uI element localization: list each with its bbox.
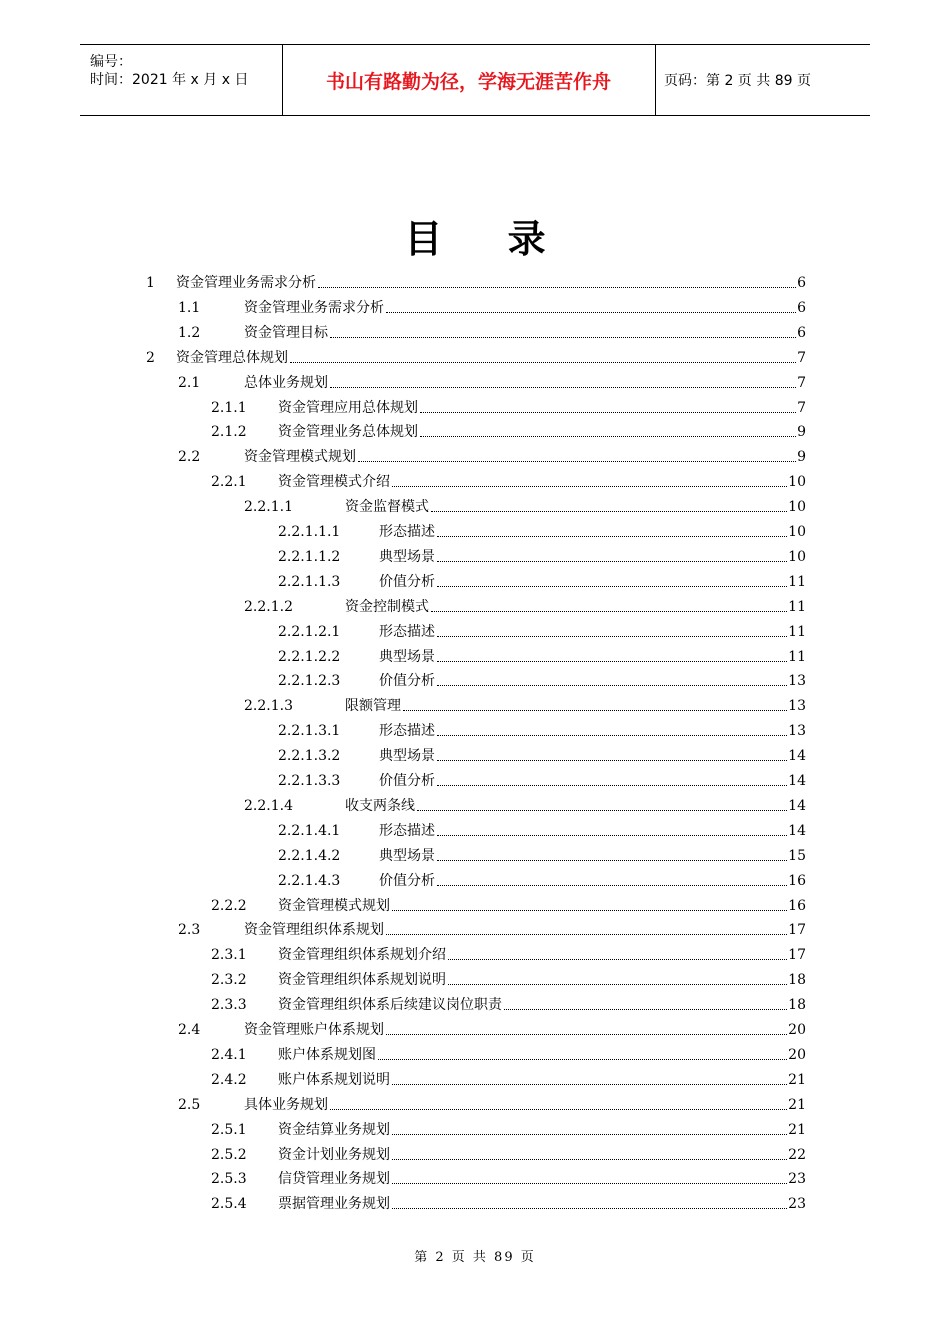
toc-entry[interactable] — [0, 620, 806, 644]
toc-entry-label: 资金管理模式介绍 — [278, 470, 391, 494]
toc-entry-label: 信贷管理业务规划 — [278, 1167, 391, 1191]
toc-entry[interactable] — [0, 669, 806, 693]
toc-dot-leader — [318, 271, 796, 288]
toc-dot-leader — [448, 968, 787, 985]
toc-entry-page: 18 — [788, 968, 806, 992]
toc-entry-number: 2.3.1 — [211, 947, 247, 964]
toc-entry-number: 2.2.1.2.2 — [278, 648, 341, 665]
toc-entry-line — [345, 595, 806, 619]
toc-entry-page: 11 — [788, 645, 806, 669]
toc-entry-line — [278, 1192, 806, 1216]
toc-entry-page: 14 — [788, 769, 806, 793]
toc-entry[interactable] — [0, 495, 806, 519]
toc-entry-page: 10 — [788, 545, 806, 569]
toc-entry-label: 票据管理业务规划 — [278, 1192, 391, 1216]
toc-entry-number: 2.2.1.1.2 — [278, 548, 341, 565]
toc-entry-label: 典型场景 — [379, 744, 436, 768]
toc-entry[interactable] — [0, 844, 806, 868]
document-number-label: 编号： — [90, 54, 132, 70]
toc-entry-page: 23 — [788, 1192, 806, 1216]
toc-dot-leader — [437, 545, 787, 562]
toc-dot-leader — [392, 1143, 787, 1160]
toc-entry-number: 2.3 — [178, 922, 201, 939]
toc-entry-page: 16 — [788, 894, 806, 918]
toc-entry-number: 2.1 — [178, 374, 201, 391]
toc-entry-label: 资金管理模式规划 — [244, 445, 357, 469]
toc-entry-label: 资金管理业务需求分析 — [244, 296, 385, 320]
toc-entry[interactable] — [0, 1018, 806, 1042]
toc-entry-label: 资金管理总体规划 — [176, 346, 289, 370]
toc-entry[interactable] — [0, 1118, 806, 1142]
toc-entry-line — [345, 495, 806, 519]
toc-entry-page: 10 — [788, 520, 806, 544]
toc-entry-label: 资金管理目标 — [244, 321, 329, 345]
toc-entry[interactable] — [0, 520, 806, 544]
toc-entry-line — [278, 1068, 806, 1092]
page-title: 目 录 — [404, 217, 572, 261]
toc-entry-number: 2.4 — [178, 1022, 201, 1038]
toc-entry-label: 资金管理组织体系后续建议岗位职责 — [278, 993, 503, 1017]
toc-entry[interactable] — [0, 794, 806, 818]
toc-entry-number: 2.1.1 — [211, 399, 247, 416]
header-motto: 书山有路勤为径，学海无涯苦作舟 — [282, 45, 656, 115]
toc-entry-label: 形态描述 — [379, 520, 436, 544]
toc-entry-label: 资金管理组织体系规划介绍 — [278, 943, 447, 967]
toc-entry-line — [278, 1118, 806, 1142]
toc-entry-line — [379, 570, 806, 594]
toc-entry-number: 2.2.1.3.2 — [278, 748, 341, 765]
toc-entry-page: 7 — [797, 396, 806, 420]
toc-entry-label: 资金控制模式 — [345, 595, 430, 619]
toc-entry-page: 20 — [788, 1043, 806, 1067]
toc-entry-page: 22 — [788, 1143, 806, 1167]
toc-entry-line — [379, 645, 806, 669]
toc-dot-leader — [437, 620, 787, 637]
toc-entry-label: 典型场景 — [379, 844, 436, 868]
toc-entry-label: 典型场景 — [379, 545, 436, 569]
toc-dot-leader — [420, 396, 796, 413]
toc-entry-line — [379, 669, 806, 693]
toc-entry-line — [278, 420, 806, 444]
toc-entry-page: 23 — [788, 1167, 806, 1191]
toc-entry-line — [278, 993, 806, 1017]
toc-entry-page: 7 — [797, 371, 806, 395]
toc-entry[interactable] — [0, 769, 806, 793]
toc-dot-leader — [386, 296, 796, 313]
toc-entry-line — [278, 470, 806, 494]
toc-entry-label: 资金管理业务需求分析 — [176, 271, 317, 295]
page-footer: 第 2 页 共 89 页 — [414, 1250, 536, 1265]
toc-dot-leader — [431, 495, 787, 512]
toc-entry-page: 11 — [788, 570, 806, 594]
toc-entry[interactable] — [0, 396, 806, 420]
toc-entry-label: 资金管理应用总体规划 — [278, 396, 419, 420]
toc-entry-line — [379, 545, 806, 569]
toc-dot-leader — [330, 321, 796, 338]
toc-dot-leader — [437, 819, 787, 836]
toc-entry-line — [244, 321, 806, 345]
toc-entry-number: 2 — [146, 349, 155, 366]
toc-entry-page: 10 — [788, 495, 806, 519]
toc-entry-number: 2.5.1 — [211, 1121, 247, 1138]
toc-dot-leader — [392, 1192, 787, 1209]
toc-entry-line — [379, 869, 806, 893]
toc-entry-page: 6 — [797, 321, 806, 345]
toc-entry[interactable] — [0, 1167, 806, 1191]
toc-entry-page: 20 — [788, 1018, 806, 1042]
toc-dot-leader — [330, 1093, 787, 1110]
toc-entry-line — [278, 396, 806, 420]
toc-entry-line — [379, 744, 806, 768]
toc-entry-label: 收支两条线 — [345, 794, 416, 818]
toc-dot-leader — [358, 445, 796, 462]
toc-entry-label: 资金管理业务总体规划 — [278, 420, 419, 444]
toc-entry-label: 形态描述 — [379, 719, 436, 743]
toc-entry-page: 21 — [788, 1118, 806, 1142]
toc-entry-line — [379, 844, 806, 868]
header-meta — [80, 45, 283, 115]
toc-entry-number: 2.2.1.1.3 — [278, 573, 341, 590]
toc-entry-page: 14 — [788, 744, 806, 768]
toc-entry-number: 2.3.3 — [211, 997, 247, 1014]
toc-entry-line — [278, 943, 806, 967]
toc-entry-line — [379, 769, 806, 793]
toc-entry[interactable] — [0, 545, 806, 569]
toc-entry[interactable] — [0, 1043, 806, 1067]
toc-entry-line — [379, 620, 806, 644]
toc-entry-page: 6 — [797, 296, 806, 320]
toc-dot-leader — [386, 1018, 787, 1035]
toc-entry-page: 13 — [788, 669, 806, 693]
toc-entry-page: 14 — [788, 794, 806, 818]
toc-entry[interactable] — [0, 470, 806, 494]
toc-entry-line — [278, 1143, 806, 1167]
toc-dot-leader — [386, 918, 787, 935]
toc-entry-page: 13 — [788, 719, 806, 743]
toc-entry-line — [278, 1043, 806, 1067]
toc-entry[interactable] — [0, 744, 806, 768]
toc-entry[interactable] — [0, 1093, 806, 1117]
toc-entry-label: 形态描述 — [379, 819, 436, 843]
toc-entry-page: 6 — [797, 271, 806, 295]
toc-dot-leader — [437, 669, 787, 686]
toc-entry-number: 2.5 — [178, 1096, 201, 1113]
toc-entry-line — [379, 719, 806, 743]
toc-entry-number: 2.5.2 — [211, 1146, 247, 1163]
toc-entry-label: 价值分析 — [379, 669, 436, 693]
toc-entry-line — [379, 819, 806, 843]
toc-entry-label: 资金结算业务规划 — [278, 1118, 391, 1142]
toc-entry-number: 2.3.2 — [211, 972, 247, 989]
toc-dot-leader — [392, 894, 787, 911]
toc-entry[interactable] — [0, 1068, 806, 1092]
toc-dot-leader — [437, 570, 787, 587]
toc-entry[interactable] — [0, 894, 806, 918]
toc-entry-label: 资金管理组织体系规划 — [244, 918, 385, 942]
toc-entry-line — [176, 346, 806, 370]
toc-entry-line — [278, 968, 806, 992]
toc-entry-number: 2.2.1.3 — [244, 698, 293, 715]
toc-dot-leader — [437, 869, 787, 886]
toc-entry-page: 9 — [797, 445, 806, 469]
toc-dot-leader — [420, 420, 796, 437]
toc-entry[interactable] — [0, 570, 806, 594]
page-header — [80, 44, 870, 116]
toc-entry-label: 具体业务规划 — [244, 1093, 329, 1117]
toc-dot-leader — [330, 371, 796, 388]
toc-entry-label: 资金计划业务规划 — [278, 1143, 391, 1167]
toc-entry-line — [176, 271, 806, 295]
toc-entry-number: 2.4.1 — [211, 1046, 247, 1063]
toc-entry-number: 2.2.1.4.3 — [278, 872, 341, 889]
toc-entry-page: 18 — [788, 993, 806, 1017]
toc-entry-number: 2.4.2 — [211, 1071, 247, 1088]
toc-entry-page: 13 — [788, 694, 806, 718]
toc-entry[interactable] — [0, 321, 806, 345]
toc-entry-number: 2.2.1.3.1 — [278, 723, 341, 740]
toc-entry[interactable] — [0, 694, 806, 718]
toc-entry[interactable] — [0, 296, 806, 320]
document-time-label: 时间：2021 年 x 月 x 日 — [90, 72, 249, 88]
toc-entry-page: 16 — [788, 869, 806, 893]
toc-dot-leader — [378, 1043, 787, 1060]
toc-entry[interactable] — [0, 1192, 806, 1216]
toc-entry-page: 17 — [788, 918, 806, 942]
toc-entry-number: 2.2 — [178, 449, 201, 466]
toc-entry[interactable] — [0, 869, 806, 893]
toc-entry-label: 资金监督模式 — [345, 495, 430, 519]
header-page-info: 页码：第 2 页 共 89 页 — [664, 73, 811, 89]
toc-entry-line — [278, 1167, 806, 1191]
toc-entry[interactable] — [0, 819, 806, 843]
toc-dot-leader — [437, 645, 787, 662]
toc-entry-line — [244, 918, 806, 942]
toc-dot-leader — [431, 595, 787, 612]
toc-entry-number: 2.2.1.3.3 — [278, 773, 341, 789]
toc-entry[interactable] — [0, 445, 806, 469]
toc-entry[interactable] — [0, 993, 806, 1017]
toc-entry-page: 14 — [788, 819, 806, 843]
toc-dot-leader — [392, 1068, 787, 1085]
toc-entry-page: 7 — [797, 346, 806, 370]
toc-entry-line — [345, 794, 806, 818]
toc-entry-page: 11 — [788, 595, 806, 619]
toc-entry-label: 价值分析 — [379, 570, 436, 594]
toc-dot-leader — [448, 943, 787, 960]
toc-dot-leader — [392, 470, 787, 487]
toc-dot-leader — [392, 1118, 787, 1135]
toc-entry[interactable] — [0, 968, 806, 992]
toc-dot-leader — [437, 769, 787, 786]
toc-entry[interactable] — [0, 595, 806, 619]
toc-entry-number: 2.2.1.2.1 — [278, 623, 341, 640]
toc-entry-label: 账户体系规划说明 — [278, 1068, 391, 1092]
toc-entry-number: 2.2.2 — [211, 897, 247, 914]
toc-entry-number: 2.2.1.4.2 — [278, 847, 341, 864]
toc-entry-number: 2.2.1.2 — [244, 598, 293, 615]
toc-entry[interactable] — [0, 719, 806, 743]
toc-entry-label: 资金管理账户体系规划 — [244, 1018, 385, 1042]
toc-entry-number: 1.2 — [178, 324, 201, 341]
toc-entry[interactable] — [0, 918, 806, 942]
toc-entry-number: 2.2.1 — [211, 474, 247, 491]
toc-entry[interactable] — [0, 371, 806, 395]
toc-dot-leader — [437, 744, 787, 761]
toc-dot-leader — [290, 346, 796, 363]
toc-entry-number: 2.2.1.1.1 — [278, 524, 341, 540]
toc-entry-line — [278, 894, 806, 918]
toc-entry-page: 10 — [788, 470, 806, 494]
toc-entry-label: 价值分析 — [379, 869, 436, 893]
toc-entry[interactable] — [0, 645, 806, 669]
toc-entry-number: 2.2.1.4 — [244, 797, 293, 814]
toc-entry-label: 资金管理组织体系规划说明 — [278, 968, 447, 992]
toc-entry[interactable] — [0, 420, 806, 444]
toc-entry-label: 限额管理 — [345, 694, 402, 718]
toc-entry-page: 15 — [788, 844, 806, 868]
toc-entry[interactable] — [0, 1143, 806, 1167]
toc-entry-label: 价值分析 — [379, 769, 436, 793]
toc-entry-line — [244, 445, 806, 469]
toc-entry-line — [244, 296, 806, 320]
toc-entry-line — [244, 1093, 806, 1117]
toc-entry-page: 11 — [788, 620, 806, 644]
toc-dot-leader — [437, 719, 787, 736]
toc-entry-line — [379, 520, 806, 544]
toc-entry-number: 2.2.1.1 — [244, 499, 293, 516]
toc-entry-line — [244, 1018, 806, 1042]
toc-entry[interactable] — [0, 346, 806, 370]
toc-entry-page: 21 — [788, 1093, 806, 1117]
toc-dot-leader — [437, 520, 787, 537]
toc-entry-number: 2.2.1.2.3 — [278, 673, 341, 690]
toc-entry-label: 资金管理模式规划 — [278, 894, 391, 918]
toc-entry[interactable] — [0, 943, 806, 967]
toc-entry[interactable] — [0, 271, 806, 295]
toc-entry-page: 17 — [788, 943, 806, 967]
toc-entry-number: 1 — [146, 275, 155, 291]
toc-entry-number: 2.1.2 — [211, 424, 247, 441]
toc-dot-leader — [417, 794, 787, 811]
toc-entry-number: 2.5.3 — [211, 1171, 247, 1188]
toc-entry-label: 形态描述 — [379, 620, 436, 644]
toc-dot-leader — [437, 844, 787, 861]
toc-entry-line — [244, 371, 806, 395]
toc-dot-leader — [403, 694, 787, 711]
toc-entry-label: 账户体系规划图 — [278, 1043, 377, 1067]
toc-entry-page: 21 — [788, 1068, 806, 1092]
toc-dot-leader — [392, 1167, 787, 1184]
toc-entry-number: 1.1 — [178, 299, 201, 316]
toc-entry-label: 总体业务规划 — [244, 371, 329, 395]
toc-entry-line — [345, 694, 806, 718]
toc-entry-number: 2.2.1.4.1 — [278, 822, 341, 839]
toc-entry-number: 2.5.4 — [211, 1196, 247, 1213]
toc-entry-label: 典型场景 — [379, 645, 436, 669]
toc-dot-leader — [504, 993, 787, 1010]
toc-entry-page: 9 — [797, 420, 806, 444]
